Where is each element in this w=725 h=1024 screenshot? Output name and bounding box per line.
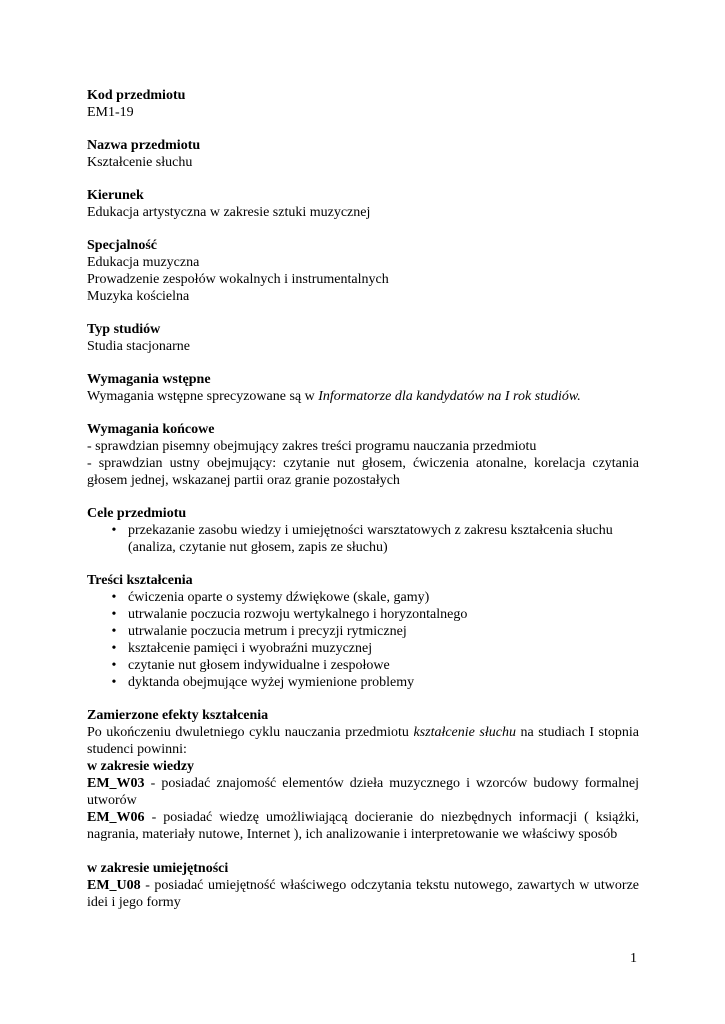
tresci-item-text: utrwalanie poczucia metrum i precyzji rytmicznej [128, 624, 407, 639]
specjalnosc-heading: Specjalność [87, 238, 157, 253]
list-item [87, 589, 639, 606]
cele-list [87, 522, 639, 556]
section-typ [87, 321, 639, 355]
efekty-heading: Zamierzone efekty kształcenia [87, 708, 269, 723]
efekty-intro-after: na studiach I stopnia studenci powinni: [87, 725, 639, 757]
typ-value: Studia stacjonarne [87, 339, 191, 354]
bullet-icon: • [111, 523, 117, 538]
wymagania-koncowe-line-1: - sprawdzian pisemny obejmujący zakres treści programu nauczania przedmiotu [87, 439, 537, 454]
section-wymagania-wstepne [87, 371, 639, 405]
section-kod [87, 87, 639, 121]
wymagania-koncowe-heading: Wymagania końcowe [87, 422, 215, 437]
effect-text: - posiadać wiedzę umożliwiającą docieranie do niezbędnych informacji ( książki, nagrania, materiały nutowe, Internet ), ich analizowanie i interpretowanie we właściwy sposób [87, 810, 639, 842]
specjalnosc-value-3: Muzyka kościelna [87, 289, 190, 304]
section-kierunek [87, 187, 639, 221]
effect-code: EM_W06 [87, 810, 145, 825]
list-item [87, 606, 639, 623]
bullet-icon: • [111, 624, 117, 639]
specjalnosc-value-1: Edukacja muzyczna [87, 255, 200, 270]
cele-item-text: przekazanie zasobu wiedzy i umiejętności warsztatowych z zakresu kształcenia słuchu (analiza, czytanie nut głosem, zapis ze słuchu) [128, 523, 613, 555]
wiedza-heading: w zakresie wiedzy [87, 759, 195, 774]
cele-heading: Cele przedmiotu [87, 506, 187, 521]
section-nazwa [87, 137, 639, 171]
list-item [87, 674, 639, 691]
effect-em-w03 [87, 775, 639, 809]
efekty-intro [87, 724, 639, 758]
typ-heading: Typ studiów [87, 322, 161, 337]
list-item [87, 640, 639, 657]
section-efekty [87, 707, 639, 911]
tresci-heading: Treści kształcenia [87, 573, 193, 588]
section-cele [87, 505, 639, 556]
effect-code: EM_U08 [87, 878, 141, 893]
list-item [87, 522, 639, 556]
wymagania-koncowe-line-2: - sprawdzian ustny obejmujący: czytanie nut głosem, ćwiczenia atonalne, korelacja czytania głosem jednej, wskazanej partii oraz granie pozostałych [87, 456, 639, 488]
tresci-item-text: kształcenie pamięci i wyobraźni muzycznej [128, 641, 373, 656]
tresci-item-text: czytanie nut głosem indywidualne i zespołowe [128, 658, 390, 673]
bullet-icon: • [111, 675, 117, 690]
bullet-icon: • [111, 641, 117, 656]
wymagania-wstepne-heading: Wymagania wstępne [87, 372, 211, 387]
wymagania-wstepne-italic: Informatorze dla kandydatów na I rok studiów. [318, 389, 581, 404]
kod-heading: Kod przedmiotu [87, 88, 186, 103]
list-item [87, 657, 639, 674]
kierunek-heading: Kierunek [87, 188, 144, 203]
list-item [87, 623, 639, 640]
bullet-icon: • [111, 590, 117, 605]
kod-value: EM1-19 [87, 105, 134, 120]
nazwa-value: Kształcenie słuchu [87, 155, 193, 170]
bullet-icon: • [111, 658, 117, 673]
section-wymagania-koncowe [87, 421, 639, 489]
nazwa-heading: Nazwa przedmiotu [87, 138, 201, 153]
kierunek-value: Edukacja artystyczna w zakresie sztuki muzycznej [87, 205, 371, 220]
effect-text: - posiadać umiejętność właściwego odczytania tekstu nutowego, zawartych w utworze idei i jego formy [87, 878, 639, 910]
section-specjalnosc [87, 237, 639, 305]
bullet-icon: • [111, 607, 117, 622]
specjalnosc-value-2: Prowadzenie zespołów wokalnych i instrumentalnych [87, 272, 389, 287]
tresci-item-text: ćwiczenia oparte o systemy dźwiękowe (skale, gamy) [128, 590, 430, 605]
section-tresci [87, 572, 639, 691]
effect-code: EM_W03 [87, 776, 145, 791]
effect-em-w06 [87, 809, 639, 843]
page-number: 1 [630, 951, 637, 966]
wymagania-wstepne-text [87, 388, 639, 405]
effect-em-u08 [87, 877, 639, 911]
wymagania-wstepne-plain: Wymagania wstępne sprecyzowane są w [87, 389, 319, 404]
umiejetnosci-heading: w zakresie umiejętności [87, 861, 229, 876]
tresci-item-text: utrwalanie poczucia rozwoju wertykalnego i horyzontalnego [128, 607, 468, 622]
efekty-intro-before: Po ukończeniu dwuletniego cyklu nauczania przedmiotu [87, 725, 414, 740]
tresci-list [87, 589, 639, 691]
tresci-item-text: dyktanda obejmujące wyżej wymienione problemy [128, 675, 415, 690]
efekty-intro-italic: kształcenie słuchu [413, 725, 516, 740]
effect-text: - posiadać znajomość elementów dzieła muzycznego i wzorców budowy formalnej utworów [87, 776, 639, 808]
